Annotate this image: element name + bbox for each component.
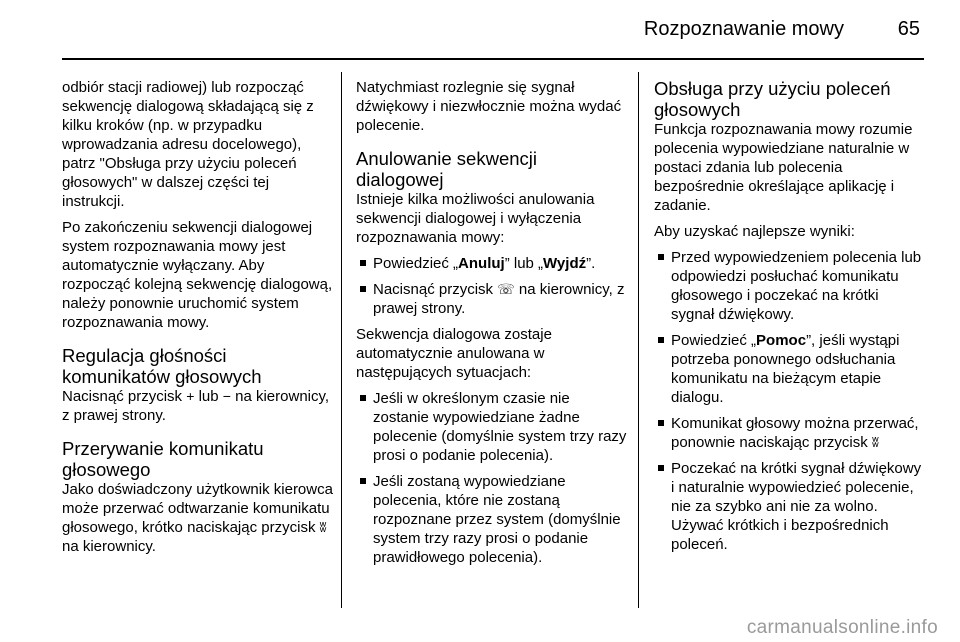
keyword: Anuluj [458,255,505,272]
paragraph: Istnieje kilka możliwości anulowania sekwencji dialogowej i wyłączenia rozpoznawania mowy: [356,191,595,246]
paragraph: Funkcja rozpoznawania mowy rozumie polecenia wypowiedziane naturalnie w postaci zdania lub polecenia bezpośrednie określające aplikację i zadanie. [654,121,913,214]
text: na kierownicy, z prawej strony. [373,281,625,317]
section-heading-interrupt: Przerywanie komunikatu głosowego [62,438,264,480]
column-divider [341,72,342,608]
text: ”, jeśli wystąpi potrzeba ponownego odsłuchania komunikatu na bieżącym etapie dialogu. [671,332,900,406]
text: Komunikat głosowy można przerwać, ponownie naciskając przycisk [671,415,919,451]
paragraph-volume [62,387,334,425]
watermark: carmanualsonline.info [746,617,938,638]
list-item: Poczekać na krótki sygnał dźwiękowy i naturalnie wypowiedzieć polecenie, nie za szybko ani nie za wolno. Używać krótkich i bezpośrednich poleceń. [654,459,926,554]
text: ” lub „ [504,255,544,272]
text: na kierownicy. [62,538,156,555]
auto-cancel-list [356,389,628,567]
paragraph: Po zakończeniu sekwencji dialogowej system rozpoznawania mowy jest automatycznie wyłączany. Aby rozpocząć kolejną sekwencję dialogową, należy ponownie uruchomić system rozpoznawania mowy. [62,219,333,331]
voice-button-icon: ʬ [871,434,879,450]
voice-button-icon: ʬ [319,519,327,535]
paragraph: Sekwencja dialogowa zostaje automatycznie anulowana w następujących sytuacjach: [356,326,552,381]
list-item [356,280,628,318]
plus-icon: + [186,388,195,404]
column-left [62,78,334,563]
list-item: Jeśli zostaną wypowiedziane polecenia, które nie zostaną rozpoznane przez system (domyślnie system trzy razy prosi o podanie prawidłowego polecenia). [356,472,628,567]
list-item [654,414,926,452]
text: Powiedzieć „ [373,255,459,272]
minus-icon: − [222,388,231,404]
paragraph: Natychmiast rozlegnie się sygnał dźwiękowy i niezwłocznie można wydać polecenie. [356,79,622,134]
list-item: Przed wypowiedzeniem polecenia lub odpowiedzi posłuchać komunikatu głosowego i poczekać na krótki sygnał dźwiękowy. [654,248,926,324]
text: Nacisnąć przycisk [373,281,494,298]
page-number: 65 [897,18,920,40]
hang-up-icon: ☏ [497,281,515,297]
header-divider [62,58,924,60]
page-header [0,0,960,54]
text: Powiedzieć „ [671,332,757,349]
text: ”. [586,255,596,272]
text: Nacisnąć przycisk [62,388,183,405]
keyword: Pomoc [756,332,807,349]
list-item [356,254,628,273]
column-divider [638,72,639,608]
column-middle [356,78,628,574]
page-title: Rozpoznawanie mowy [643,18,844,40]
paragraph: Aby uzyskać najlepsze wyniki: [654,223,855,240]
text: Jako doświadczony użytkownik kierowca może przerwać odtwarzanie komunikatu głosowego, krótko naciskając przycisk [62,481,333,536]
section-heading-volume: Regulacja głośności komunikatów głosowych [62,345,262,387]
text: lub [198,388,219,405]
paragraph-interrupt [62,480,334,556]
text: na kierownicy, z prawej strony. [62,388,330,424]
list-item [654,331,926,407]
column-right [654,78,926,561]
paragraph: odbiór stacji radiowej) lub rozpocząć sekwencję dialogową składającą się z kilku kroków (np. w przypadku wprowadzania adresu docelowego), patrz "Obsługa przy użyciu poleceń głosowych" w dalszej części tej instrukcji. [62,79,314,210]
section-heading-operation: Obsługa przy użyciu poleceń głosowych [654,78,891,120]
keyword: Wyjdź [543,255,587,272]
list-item: Jeśli w określonym czasie nie zostanie wypowiedziane żadne polecenie (domyślnie system trzy razy prosi o podanie polecenia). [356,389,628,465]
tips-list [654,248,926,554]
cancel-methods-list [356,254,628,318]
section-heading-cancel: Anulowanie sekwencji dialogowej [356,148,537,190]
